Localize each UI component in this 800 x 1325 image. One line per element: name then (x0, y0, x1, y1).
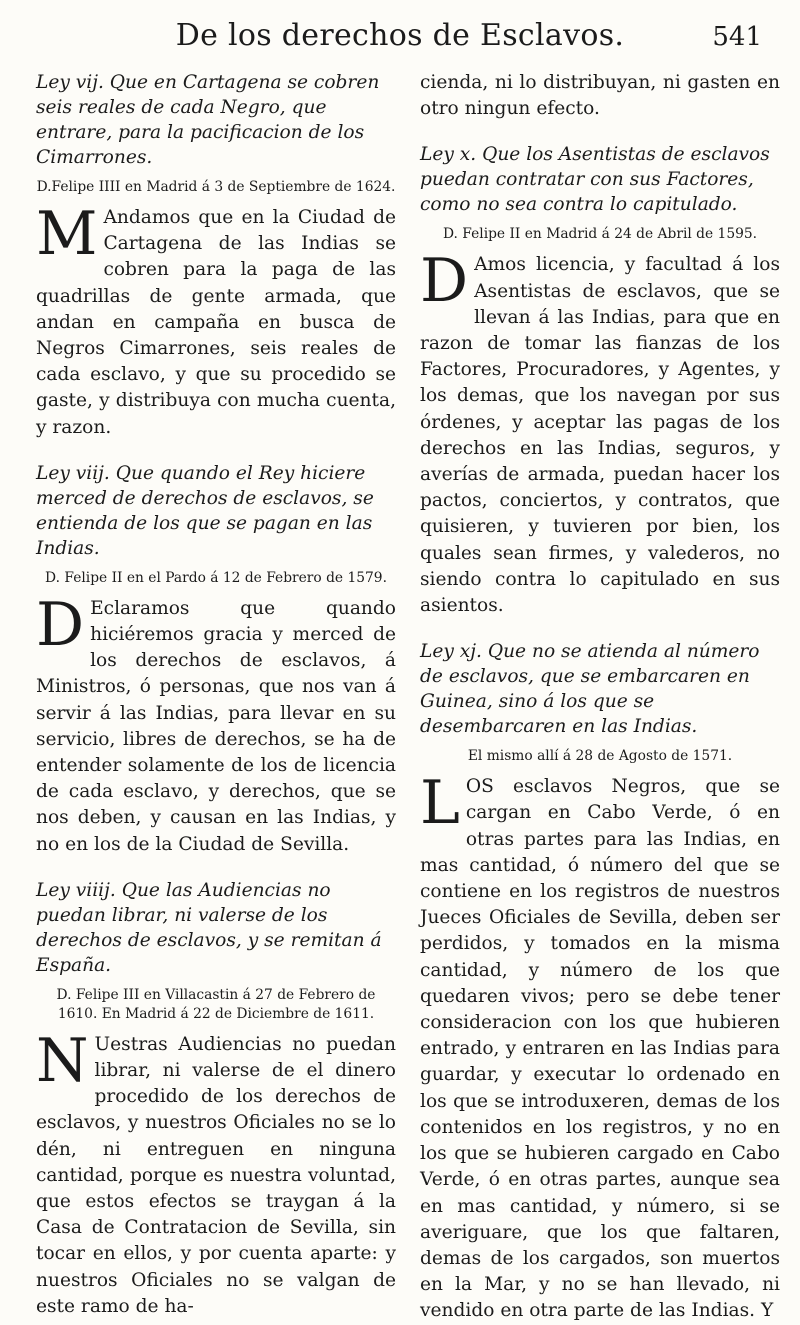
law-body-text: Uestras Audiencias no puedan librar, ni valerse de el dinero procedido de los derechos de esclavos, y nuestros Oficiales no se lo dén, ni entreguen en ninguna cantidad, porque es nuestra voluntad, que estos efectos se traygan á la Casa de Contratacion de Sevilla, sin tocar en ellos, y por cuenta aparte: y nuestros Oficiales no se valgan de este ramo de ha- (36, 1033, 396, 1317)
law-body-text: Andamos que en la Ciudad de Cartagena de las Indias se cobren para la paga de las quadrillas de gente armada, que andan en campaña en busca de Negros Cimarrones, seis reales de cada esclavo, y que su procedido se gaste, y distribuya con mucha cuenta, y razon. (36, 207, 396, 438)
law-section (36, 878, 396, 1320)
decree-note: El mismo allí á 28 de Agosto de 1571. (467, 748, 733, 765)
law-section (36, 70, 396, 441)
drop-cap: D (36, 589, 85, 660)
law-title: Ley viiij. Que las Audiencias no puedan librar, ni valerse de los derechos de esclavos, y se remitan á España. (36, 879, 382, 976)
law-body (36, 199, 396, 441)
decree-note: D. Felipe II en Madrid á 24 de Abril de 1595. (442, 226, 758, 243)
law-body (420, 246, 780, 619)
law-section (420, 639, 780, 1324)
law-title: Ley vij. Que en Cartagena se cobren seis reales de cada Negro, que entrare, para la pacificacion de los Cimarrones. (36, 72, 380, 168)
law-body-text: Eclaramos que quando hiciéremos gracia y merced de los derechos de esclavos, á Ministros, ó personas, que nos van á servir á las Indias, para llevar en su servicio, libres de derechos, se ha de entender solamente de los de licencia de cada esclavo, y derechos, que se nos deben, y causan en las Indias, y no en los de la Ciudad de Sevilla. (36, 597, 396, 855)
decree-note: D. Felipe II en el Pardo á 12 de Febrero de 1579. (45, 569, 387, 586)
decree-note: D. Felipe III en Villacastin á 27 de Febrero de 1610. En Madrid á 22 de Diciembre de 1611. (56, 986, 376, 1022)
law-section (36, 461, 396, 858)
law-body (420, 768, 780, 1324)
drop-cap: N (36, 1025, 89, 1096)
decree-note: D.Felipe IIII en Madrid á 3 de Septiembre de 1624. (36, 179, 396, 195)
left-column (36, 70, 396, 1320)
drop-cap: L (420, 768, 460, 839)
running-head (0, 14, 800, 60)
law-title: Ley xj. Que no se atienda al número de esclavos, que se embarcaren en Guinea, sino á los que se desembarcaren en las Indias. (420, 641, 760, 738)
running-title: De los derechos de Esclavos. (175, 18, 625, 53)
law-body (36, 589, 396, 858)
continuation-text: cienda, ni lo distribuyan, ni gasten en otro ningun efecto. (420, 72, 780, 120)
law-title: Ley x. Que los Asentistas de esclavos puedan contratar con sus Factores, como no sea contra lo capitulado. (420, 144, 770, 216)
law-body-text: Amos licencia, y facultad á los Asentistas de esclavos, que se llevan á las Indias, para que en razon de tomar las fianzas de los Factores, Procuradores, y Agentes, y los demas, que los navegan por sus órdenes, y aceptar las pagas de los derechos en las Indias, seguros, y averías de armada, puedan hacer los pactos, conciertos, y contratos, que quisieren, y tuvieren por bien, los quales sean firmes, y valederos, no siendo contra lo capitulado en sus asientos. (420, 254, 780, 617)
drop-cap: D (420, 246, 469, 317)
law-section (420, 142, 780, 619)
drop-cap: M (36, 199, 98, 269)
law-title: Ley viij. Que quando el Rey hiciere merced de derechos de esclavos, se entienda de los que se pagan en las Indias. (36, 462, 374, 559)
law-body-text: OS esclavos Negros, que se cargan en Cabo Verde, ó en otras partes para las Indias, en mas cantidad, ó número del que se contiene en los registros de nuestros Jueces Oficiales de Sevilla, deben ser perdidos, y tomados en la misma cantidad, y número de los que quedaren vivos; pero se debe tener consideracion con los que hubieren entrado, y entraren en las Indias para guardar, y executar lo ordenado en los que se introduxeren, demas de los contenidos en los registros, y no en los que se hubieren cargado en Cabo Verde, ó en otras partes, aunque sea en mas cantidad, y número, si se averiguare, que los que faltaren, demas de los cargados, son muertos en la Mar, y no se han llevado, ni vendido en otra parte de las Indias. Y (420, 776, 780, 1322)
law-body (36, 1025, 396, 1320)
right-column (420, 70, 780, 1325)
page-number: 541 (712, 22, 762, 52)
